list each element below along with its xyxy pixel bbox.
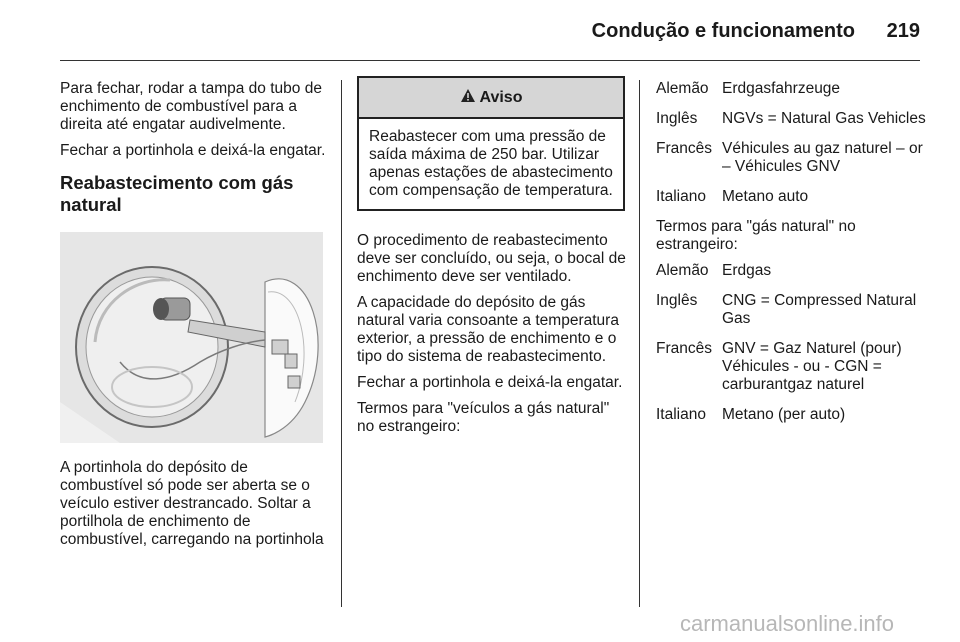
- page-header-title: Condução e funcionamento: [591, 20, 855, 42]
- column-divider: [341, 80, 342, 607]
- vehicle-terms-table: [656, 80, 926, 206]
- column-middle: [357, 232, 627, 444]
- term-row: [656, 80, 926, 98]
- paragraph: Termos para "gás natural" no estrangeiro:: [656, 218, 856, 253]
- warning-title: Aviso: [479, 88, 523, 106]
- page-number: 219: [886, 20, 920, 42]
- warning-box: [357, 76, 625, 211]
- column-right: [656, 80, 926, 436]
- term-language: Inglês: [656, 292, 698, 309]
- paragraph: Fechar a portinhola e deixá-la engatar.: [357, 374, 623, 391]
- header-rule: [60, 60, 920, 61]
- term-row: [656, 292, 926, 328]
- paragraph: Termos para "veículos a gás natural" no estrangeiro:: [357, 400, 610, 435]
- term-language: Italiano: [656, 188, 706, 205]
- term-value: Metano auto: [722, 188, 809, 205]
- column-divider: [639, 80, 640, 607]
- term-value: Erdgasfahrzeuge: [722, 80, 841, 97]
- term-row: [656, 140, 926, 176]
- term-language: Alemão: [656, 262, 709, 279]
- gas-terms-table: [656, 262, 926, 424]
- term-value: GNV = Gaz Naturel (pour) Véhicules - ou - CGN = carburantgaz naturel: [722, 340, 902, 393]
- paragraph: Fechar a portinhola e deixá-la engatar.: [60, 142, 326, 159]
- term-value: Metano (per auto): [722, 406, 846, 423]
- paragraph: Para fechar, rodar a tampa do tubo de enchimento de combustível para a direita até engatar audivelmente.: [60, 80, 322, 133]
- term-language: Inglês: [656, 110, 698, 127]
- term-language: Francês: [656, 140, 712, 157]
- paragraph: A capacidade do depósito de gás natural varia consoante a temperatura exterior, a pressão de enchimento e o tipo do sistema de reabastecimento.: [357, 294, 619, 365]
- term-language: Alemão: [656, 80, 709, 97]
- paragraph: O procedimento de reabastecimento deve ser concluído, ou seja, o bocal de enchimento deve ser ventilado.: [357, 232, 626, 285]
- term-row: [656, 188, 926, 206]
- term-row: [656, 340, 926, 394]
- watermark: carmanualsonline.info: [680, 611, 895, 636]
- term-value: Véhicules au gaz naturel – or – Véhicules GNV: [722, 140, 923, 175]
- term-language: Italiano: [656, 406, 706, 423]
- term-row: [656, 406, 926, 424]
- warning-text: Reabastecer com uma pressão de saída máxima de 250 bar. Utilizar apenas estações de abastecimento com compensação de temperatura.: [369, 128, 613, 199]
- term-value: NGVs = Natural Gas Vehicles: [722, 110, 926, 127]
- term-row: [656, 110, 926, 128]
- term-value: Erdgas: [722, 262, 772, 279]
- term-value: CNG = Compressed Natural Gas: [722, 292, 917, 327]
- figure-caption: A portinhola do depósito de combustível só pode ser aberta se o veículo estiver destrancado. Soltar a portilhola de enchimento de combustível, carregando na portinhola: [60, 459, 324, 548]
- fuel-filler-cap-illustration: [60, 232, 323, 443]
- warning-triangle-icon: [460, 88, 476, 108]
- column-left: [60, 80, 328, 557]
- term-row: [656, 262, 926, 280]
- section-heading: Reabastecimento com gás natural: [60, 172, 294, 215]
- warning-box-header: [359, 78, 623, 119]
- term-language: Francês: [656, 340, 712, 357]
